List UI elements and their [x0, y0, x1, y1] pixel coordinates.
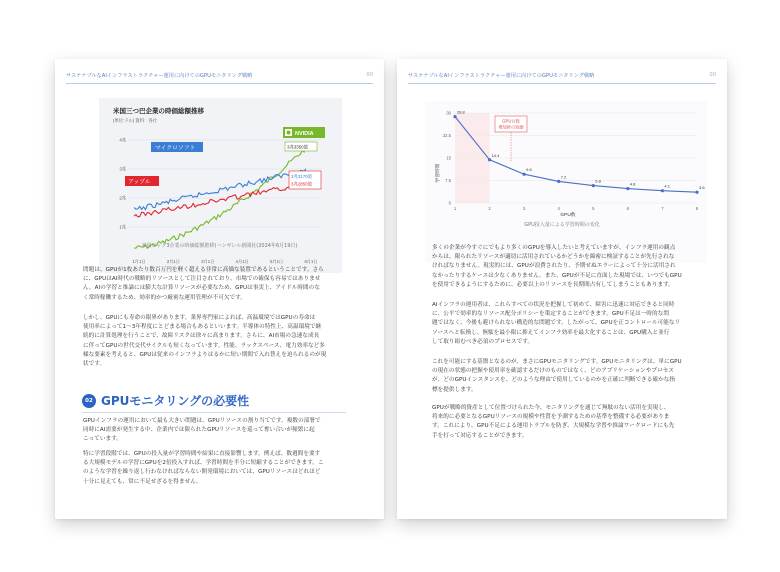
right-paragraph-2: AIインフラの運用者は、これらすべての状況を把握して初めて、障害に迅速に対応できると同時 に、公平で効率的なリソース配分ポリシーを策定することができます。GPU不足は一時的な問 題ではなく、今後も避けられない構造的な問題です。したがって、GPUを正コントロール可能なリ ソースへと転換し、無駄を最小限に抑えてインフラ効率を最大化することは、GPU購入と並行 して取り組むべき必須のプロセスです。 — [432, 302, 681, 345]
line-chart-y-tick: 0 — [448, 200, 451, 206]
running-header-text: サステナブルなAIインフラストラクチャー運用に向けてのGPUモニタリング戦略 — [66, 73, 253, 79]
stock-y-tick: 4兆 — [119, 137, 126, 143]
stock-series-line-0 — [134, 146, 306, 249]
line-point — [523, 173, 526, 176]
line-point-label: 14.4 — [491, 152, 500, 158]
line-chart-x-tick: 2 — [488, 206, 491, 211]
stock-x-tick: 6月1日 — [304, 259, 318, 264]
annotation-line-2: 増加時の短縮 — [498, 124, 524, 130]
stock-chart-title: 米国三つ巴企業の時価総額推移 — [113, 108, 204, 115]
end-label-microsoft: 3兆3170億 — [291, 174, 312, 179]
section-divider — [82, 412, 346, 413]
line-chart-x-tick: 7 — [661, 206, 664, 211]
left-paragraph-2: しかし、GPUにも寿命の限界があります。業界専門家によれば、高温環境ではGPUの寿命は 使用率によって1〜3年程度にとどまる場合もあるといいます。半導体の特性上、高温環境で継 続的に計算処理を行うことで、故障リスクは徐々に高まります。さらに、AI市場の急速な成長 に伴ってGPUの世代交代サイクルも短くなっています。性能、ラックスペース、電力効率など多 様な要素を考えると、GPUは従来のインフラよりはるかに短い期間で入れ替えを迫られるのが現 状です。 — [83, 315, 327, 368]
page-number: 00 — [709, 72, 716, 78]
line-chart-x-tick: 1 — [453, 206, 457, 211]
line-point — [695, 191, 698, 194]
stock-y-tick: 2兆 — [119, 195, 126, 201]
stock-top-label: 3兆3350億 — [287, 144, 308, 150]
line-chart-x-tick: 4 — [557, 206, 560, 211]
line-point — [488, 158, 491, 161]
stock-figure-caption: 米国ビッグ3企業の時価総額推移(ハンギレル新聞社(2024年6月19日) — [141, 243, 298, 249]
line-chart-y-tick: 15 — [446, 155, 451, 161]
stock-x-tick: 1月1日 — [132, 259, 146, 264]
running-header — [66, 72, 373, 84]
line-point-label: 7.2 — [560, 174, 567, 180]
right-page — [397, 59, 727, 519]
line-point-label: 3.6 — [699, 185, 705, 191]
line-point-label: 4.8 — [629, 181, 636, 187]
annotation-line-1: GPU台数 — [502, 118, 520, 124]
stock-y-tick: 3兆 — [119, 166, 126, 172]
line-chart-caption: GPU投入量による学習時間の変化 — [524, 222, 600, 228]
line-chart-y-tick: 22.5 — [442, 133, 451, 138]
nvidia-logo-badge — [283, 127, 325, 138]
line-chart-x-tick: 6 — [626, 206, 630, 211]
line-chart-y-tick: 30 — [446, 110, 451, 116]
left-paragraph-3: GPUインフラの運用において最も大きい問題は、GPUリソースの割り当てです。複数の部署で 同時にAI需要が発生する中、企業内では限られたGPUリソースを巡って奪い合いが頻繁に起 こっています。 — [83, 418, 321, 443]
line-point — [661, 189, 664, 192]
highlight-region — [455, 113, 490, 203]
y-axis-label: 学習時間 — [436, 163, 441, 183]
stock-chart-subtitle: (単位:ドル) 資料：各社 — [113, 118, 157, 123]
section-title: GPUモニタリングの必要性 — [101, 394, 250, 408]
left-paragraph-1: 問題は、GPUが1枚あたり数百万円を軽く超える非常に高価な装置であるということです。さら に、GPUはAI時代の戦略的リソースとして注目されており、市場での確保も容易ではありませ ん。AIの学習と推論には膨大な計算リソースが必要なため、GPUは事実上、アイドル時間のな く常時稼働するため、効率的かつ厳密な運用管理が不可欠です。 — [83, 267, 324, 301]
right-paragraph-3: これを可能にする基盤となるのが、まさにGPUモニタリングです。GPUモニタリングは、単にGPU の現在の状態の把握や使用率を確認するだけのものではなく、どのアプリケーションやプロセス が、どのGPUインスタンスを、どのような理由で使用しているのかを正確に判断できる確かな指 標を提供します。 — [432, 359, 682, 393]
stock-y-tick: 1兆 — [119, 224, 126, 230]
gpu-line-chart — [425, 101, 707, 263]
legend-microsoft: マイクロソフト — [155, 145, 196, 152]
left-page — [55, 59, 384, 519]
line-point — [453, 115, 456, 118]
page-number: 00 — [366, 72, 373, 78]
line-point-label: 28.8 — [457, 109, 465, 115]
section-number-badge: 02 — [82, 394, 96, 408]
line-point-label: 4.1 — [664, 183, 670, 189]
stock-x-tick: 5月1日 — [270, 259, 284, 264]
running-header — [408, 72, 716, 84]
x-axis-label: GPU数 — [560, 213, 576, 218]
end-label-apple: 3兆2850億 — [291, 181, 312, 187]
stock-x-tick: 4月1日 — [235, 259, 249, 264]
legend-nvidia: NVIDIA — [295, 131, 314, 137]
right-paragraph-1: 多くの企業が今すぐにでもより多くのGPUを導入したいと考えていますが、インフラ運用の観点 からは、限られたリソースが適切に活用されているかどうかを綿密に検証することが先行されな ければなりません。現実的には、GPUが浪費されたり、予期せぬエラーによって十分に活用され なかったりするケースは少なくありません。また、GPUが不足に直面した現場では、いつでもGPU を使用できるようにするために、必要以上のリソースを長期間占有してしまうこともあります。 — [432, 245, 682, 288]
line-chart-x-tick: 8 — [695, 206, 699, 211]
left-paragraph-4: 特に学習段階では、GPUの投入量が学習時間や結果に直接影響します。例えば、数週間を要す る大規模モデルの学習にGPUを2倍投入すれば、学習時間を半分に短縮することができます。こ のような学習を繰り返し行わなければならない開発環境においては、GPUリソースはどれほど 十分に見えても、常に不足せざるを得ません。 — [83, 451, 324, 485]
line-chart-x-tick: 3 — [522, 206, 526, 211]
running-header-text: サステナブルなAIインフラストラクチャー運用に向けてのGPUモニタリング戦略 — [408, 73, 595, 79]
line-point — [557, 180, 560, 183]
stock-series-line-1 — [134, 169, 306, 210]
legend-apple: アップル — [128, 179, 151, 186]
line-chart-x-tick: 5 — [592, 206, 595, 211]
line-point — [626, 187, 629, 190]
line-point — [592, 184, 595, 187]
gpu-line-chart-figure — [425, 101, 707, 263]
stock-x-tick: 3月1日 — [201, 259, 215, 264]
line-chart-y-tick: 7.5 — [445, 178, 451, 183]
line-point-label: 9.6 — [526, 167, 532, 173]
right-paragraph-4: GPUが戦略的資産として位置づけられた今、モニタリングを通じて無駄のない活用を実現し、 将来的に必要となるGPUリソースの規模や性質を予測するための基準を整備する必要がありま す。これにより、GPU不足による運用トラブルを防ぎ、大規模な学習や推論ワークロードにも先 手を打って対応することができます。 — [432, 405, 675, 439]
line-point-label: 5.8 — [595, 178, 601, 184]
stock-x-tick: 2月1日 — [166, 259, 180, 264]
